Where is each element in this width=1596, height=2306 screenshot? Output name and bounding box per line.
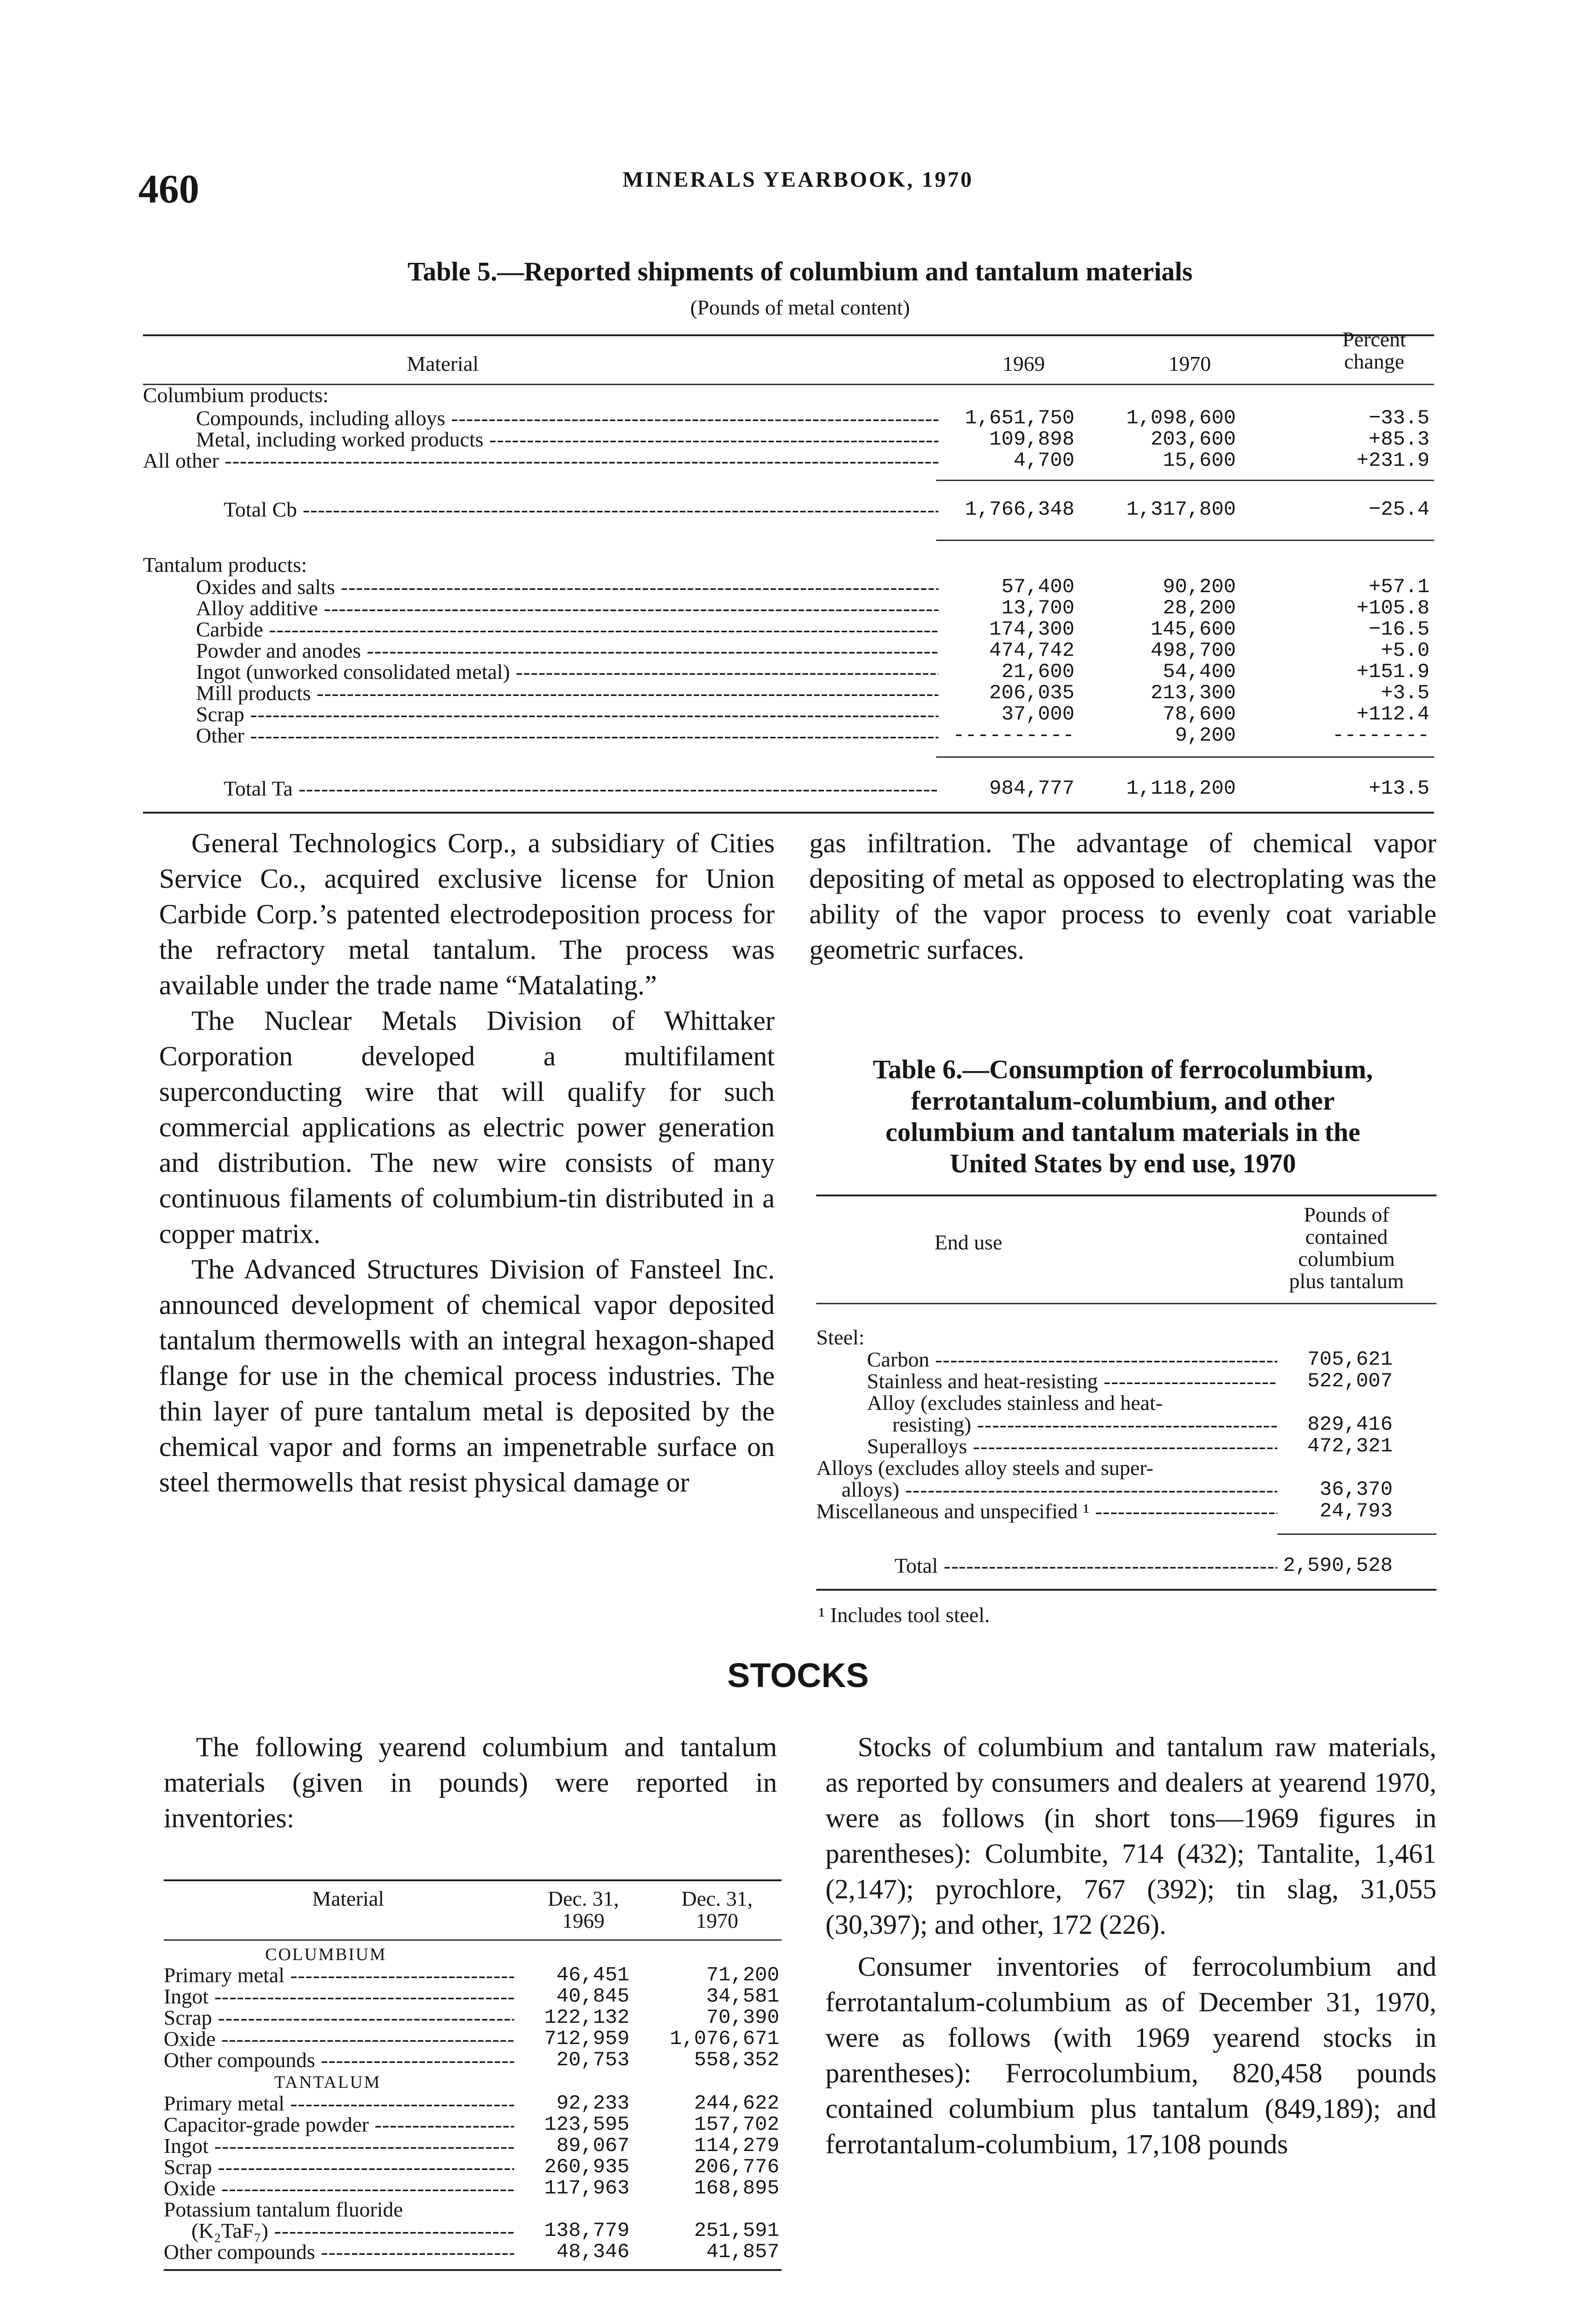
right-column-text (809, 826, 1436, 968)
stocks-right-text (825, 1730, 1436, 2162)
table6-row: Stainless and heat-resisting ----- 522,007 (816, 1370, 1436, 1393)
table5-row: Carbide ----- 174,300 145,600 −16.5 (143, 618, 1434, 641)
paragraph: The following yearend columbium and tantalum materials (given in pounds) were reported in inventories: (164, 1732, 777, 1833)
table6 (816, 1195, 1436, 1628)
stocks-header-material: Material (312, 1887, 384, 1910)
table6-row: Carbon ----- 705,621 (816, 1348, 1436, 1371)
stocks-intro (164, 1730, 777, 1836)
table6-row: resisting) ----- 829,416 (816, 1413, 1436, 1436)
table5-subtitle: (Pounds of metal content) (690, 296, 910, 319)
table5-row: Mill products ----- 206,035 213,300 +3.5 (143, 682, 1434, 705)
table5 (143, 323, 1434, 821)
table5-group-columbium (143, 384, 1434, 407)
table6-footnote: ¹ Includes tool steel. (819, 1603, 990, 1627)
table5-row: Alloy additive ----- 13,700 28,200 +105.8 (143, 597, 1434, 620)
table5-row: Other ----- ---------- 9,200 -------- (143, 724, 1434, 747)
table6-row: Miscellaneous and unspecified ¹ ----- 24,793 (816, 1500, 1436, 1523)
stocks-row: Capacitor-grade powder ----- 123,595 157,702 (164, 2113, 782, 2136)
stocks-row: Oxide ----- 712,959 1,076,671 (164, 2027, 782, 2050)
stocks-group-tantalum: TANTALUM (274, 2073, 381, 2092)
table6-total: Total ----- 2,590,528 (816, 1554, 1436, 1577)
stocks-row: Oxide ----- 117,963 168,895 (164, 2177, 782, 2200)
paragraph: Stocks of columbium and tantalum raw materials, as reported by consumers and dealers at yearend 1970, were as follows (in short tons—1969 figures in parentheses): Columbite, 714 (432); Tantalite, 1,461 (2,147); pyrochlore, 767 (392); tin slag, 31,055 (30,397); and other, 172 (226). (825, 1732, 1436, 1940)
table5-header-material: Material (407, 352, 479, 375)
table5-row: Scrap ----- 37,000 78,600 +112.4 (143, 703, 1434, 726)
table6-header-pounds: Pounds of contained columbium plus tantalum (1289, 1203, 1404, 1293)
stocks-row: Ingot ----- 40,845 34,581 (164, 1985, 782, 2008)
table5-header-1969: 1969 (1003, 352, 1045, 375)
stocks-row: (K₂TaF₇) ----- 138,779 251,591 (164, 2219, 782, 2242)
stocks-header-1969: Dec. 31, 1969 (547, 1887, 619, 1932)
stocks-header-1970: Dec. 31, 1970 (681, 1887, 753, 1932)
page-number: 460 (138, 167, 199, 212)
table6-row: alloys) ----- 36,370 (816, 1478, 1436, 1501)
table5-row: Metal, including worked products ----- 109,898 203,600 +85.3 (143, 428, 1434, 451)
table5-header-1970: 1970 (1169, 352, 1211, 375)
left-column-text (159, 826, 775, 1500)
table6-group-steel: Steel: (816, 1326, 865, 1349)
stocks-row: Primary metal ----- 92,233 244,622 (164, 2092, 782, 2115)
running-title: MINERALS YEARBOOK, 1970 (623, 167, 973, 192)
stocks-group-columbium: COLUMBIUM (265, 1945, 387, 1964)
stocks-row: Potassium tantalum fluoride (164, 2198, 403, 2221)
paragraph: General Technologics Corp., a subsidiary of Cities Service Co., acquired exclusive license for Union Carbide Corp.’s patented electrodeposition process for the refractory metal tantalum. The process was available under the trade name “Matalating.” (159, 828, 775, 1000)
table5-total-ta: Total Ta ----- 984,777 1,118,200 +13.5 (143, 777, 1434, 800)
stocks-row: Scrap ----- 122,132 70,390 (164, 2006, 782, 2029)
section-heading-stocks: STOCKS (727, 1656, 869, 1694)
table6-row: Alloy (excludes stainless and heat- (867, 1391, 1163, 1415)
table5-title: Table 5.—Reported shipments of columbium and tantalum materials (407, 256, 1193, 286)
stocks-table (164, 1879, 782, 2306)
table5-row: Ingot (unworked consolidated metal) ----- 21,600 54,400 +151.9 (143, 660, 1434, 683)
paragraph: The Nuclear Metals Division of Whittaker Corporation developed a multifilament superconducting wire that will qualify for such commercial applications as electric power generation and distribution. The new wire consists of many continuous filaments of columbium-tin distributed in a copper matrix. (159, 1005, 775, 1249)
stocks-row: Ingot ----- 89,067 114,279 (164, 2134, 782, 2157)
table6-row: Alloys (excludes alloy steels and super- (816, 1456, 1154, 1480)
stocks-row: Other compounds ----- 48,346 41,857 (164, 2241, 782, 2264)
table5-row: Compounds, including alloys ----- 1,651,750 1,098,600 −33.5 (143, 407, 1434, 430)
table6-title: Table 6.—Consumption of ferrocolumbium, ferrotantalum-columbium, and other columbium and tantalum materials in the United States by end use, 1970 (872, 1054, 1373, 1178)
paragraph: Consumer inventories of ferrocolumbium and ferrotantalum-columbium as of December 31, 1970, were as follows (with 1969 yearend stocks in parentheses): Ferrocolumbium, 820,458 pounds contained columbium plus tantalum (849,189); and ferrotantalum-columbium, 17,108 pounds (825, 1951, 1436, 2159)
table5-row: All other ----- 4,700 15,600 +231.9 (143, 449, 1434, 472)
table5-total-cb: Total Cb ----- 1,766,348 1,317,800 −25.4 (143, 498, 1434, 521)
paragraph: The Advanced Structures Division of Fansteel Inc. announced development of chemical vapor deposited tantalum thermowells with an integral hexagon-shaped flange for use in the chemical process industries. The thin layer of pure tantalum metal is deposited by the chemical vapor and forms an impenetrable surface on steel thermowells that resist physical damage or (159, 1254, 775, 1498)
table5-group-label: Tantalum products: (143, 553, 307, 576)
table6-row: Superalloys ----- 472,321 (816, 1435, 1436, 1458)
stocks-row: Primary metal ----- 46,451 71,200 (164, 1964, 782, 1987)
paragraph: gas infiltration. The advantage of chemical vapor depositing of metal as opposed to electroplating was the ability of the vapor process to evenly coat variable geometric surfaces. (809, 828, 1436, 965)
table5-group-label: Columbium products: (143, 384, 329, 407)
table6-header-end-use: End use (934, 1230, 1003, 1254)
table5-group-tantalum (143, 553, 1434, 576)
stocks-row: Other compounds ----- 20,753 558,352 (164, 2049, 782, 2072)
table5-header-change: Percent change (1342, 327, 1406, 373)
table5-row: Oxides and salts ----- 57,400 90,200 +57.1 (143, 576, 1434, 599)
table5-row: Powder and anodes ----- 474,742 498,700 +5.0 (143, 639, 1434, 662)
stocks-row: Scrap ----- 260,935 206,776 (164, 2156, 782, 2179)
